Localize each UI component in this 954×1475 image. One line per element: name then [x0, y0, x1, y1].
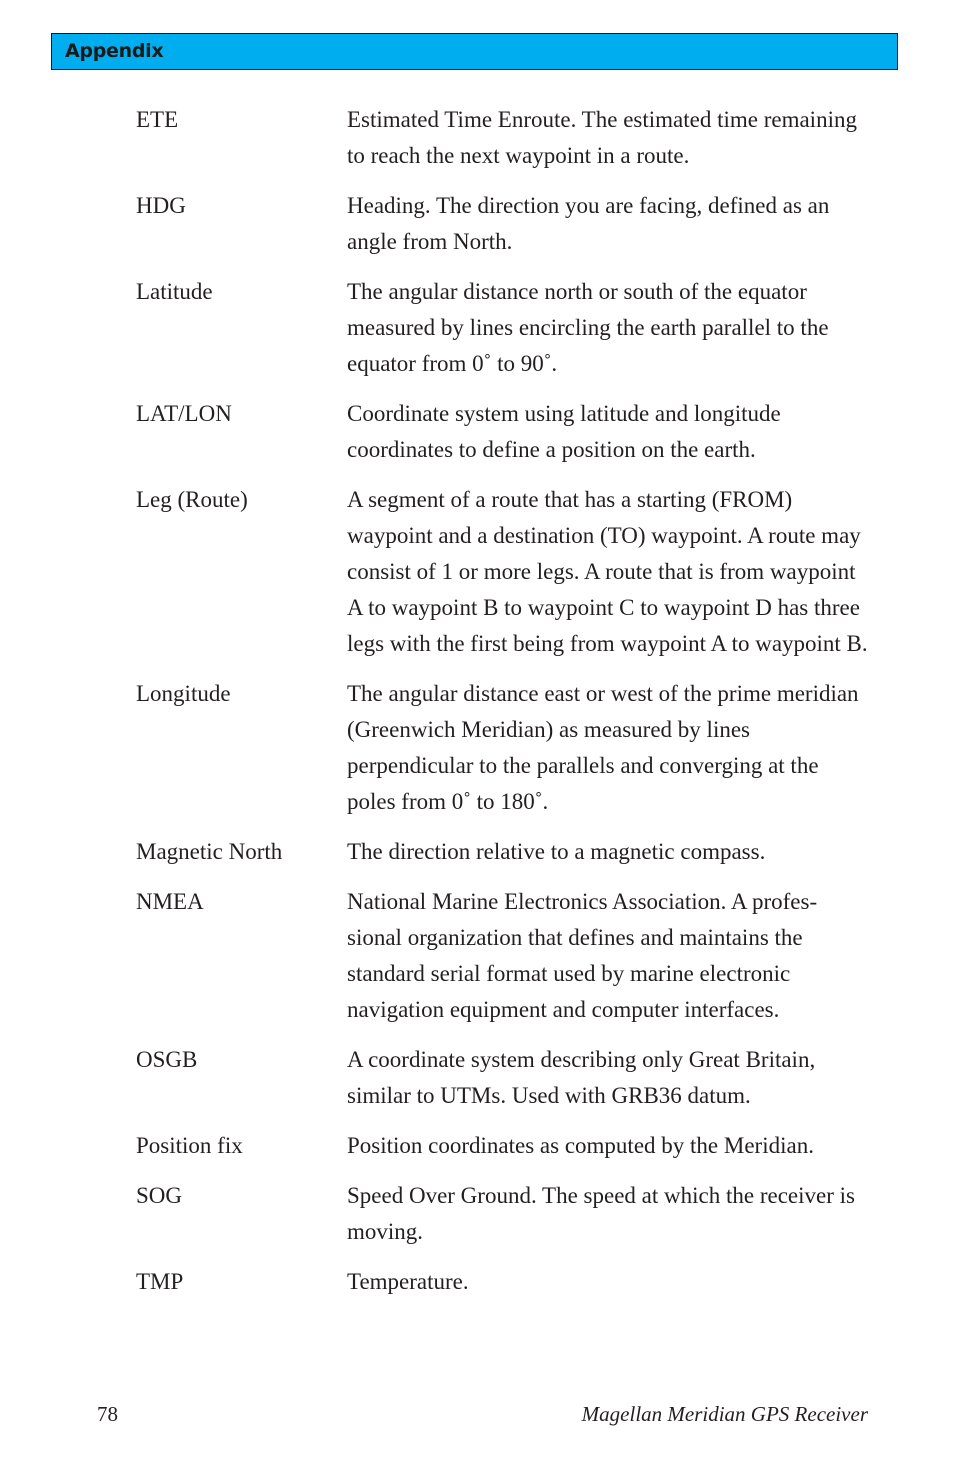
- glossary-term: Longitude: [136, 681, 231, 706]
- glossary-entry: [136, 676, 876, 820]
- glossary-list: [136, 102, 876, 1314]
- glossary-entry: [136, 102, 876, 174]
- glossary-term: Magnetic North: [136, 839, 283, 864]
- glossary-entry: [136, 1178, 876, 1250]
- glossary-definition: Speed Over Ground. The speed at which the receiver is moving.: [347, 1183, 855, 1244]
- glossary-definition: The direction relative to a magnetic compass.: [347, 839, 766, 864]
- section-header-bar: [51, 33, 898, 70]
- glossary-term: OSGB: [136, 1047, 198, 1072]
- glossary-term: Leg (Route): [136, 487, 248, 512]
- glossary-definition: The angular distance north or south of the equator measured by lines encircling the earth parallel to the equator from 0˚ to 90˚.: [347, 279, 829, 376]
- book-title: Magellan Meridian GPS Receiver: [581, 1402, 868, 1426]
- glossary-definition: Heading. The direction you are facing, defined as an angle from North.: [347, 193, 830, 254]
- glossary-definition: A segment of a route that has a starting (FROM) waypoint and a destination (TO) waypoint. A route may consist of 1 or more legs. A route that is from waypoint A to waypoint B to waypoint C to waypoint D has three legs with the first being from waypoint A to waypoint B.: [347, 487, 868, 656]
- glossary-entry: [136, 1128, 876, 1164]
- glossary-entry: [136, 274, 876, 382]
- glossary-entry: [136, 884, 876, 1028]
- glossary-term: LAT/LON: [136, 401, 232, 426]
- glossary-entry: [136, 188, 876, 260]
- glossary-term: HDG: [136, 193, 186, 218]
- glossary-definition: Temperature.: [347, 1269, 469, 1294]
- glossary-entry: [136, 482, 876, 662]
- glossary-definition: Estimated Time Enroute. The estimated time remaining to reach the next waypoint in a route.: [347, 107, 857, 168]
- glossary-entry: [136, 834, 876, 870]
- glossary-definition: National Marine Electronics Association. A profes-sional organization that defines and maintains the standard serial format used by marine electronic navigation equipment and computer interfaces.: [347, 889, 818, 1022]
- glossary-definition: Coordinate system using latitude and longitude coordinates to define a position on the earth.: [347, 401, 781, 462]
- glossary-term: TMP: [136, 1269, 184, 1294]
- section-label: Appendix: [65, 40, 164, 62]
- glossary-entry: [136, 1042, 876, 1114]
- glossary-entry: [136, 396, 876, 468]
- glossary-term: Latitude: [136, 279, 213, 304]
- glossary-definition: Position coordinates as computed by the Meridian.: [347, 1133, 814, 1158]
- glossary-definition: The angular distance east or west of the prime meridian (Greenwich Meridian) as measured by lines perpendicular to the parallels and converging at the poles from 0˚ to 180˚.: [347, 681, 859, 814]
- glossary-term: NMEA: [136, 889, 204, 914]
- glossary-term: SOG: [136, 1183, 183, 1208]
- page-number: 78: [97, 1402, 118, 1426]
- glossary-term: ETE: [136, 107, 179, 132]
- glossary-term: Position fix: [136, 1133, 243, 1158]
- glossary-definition: A coordinate system describing only Great Britain, similar to UTMs. Used with GRB36 datum.: [347, 1047, 816, 1108]
- glossary-entry: [136, 1264, 876, 1300]
